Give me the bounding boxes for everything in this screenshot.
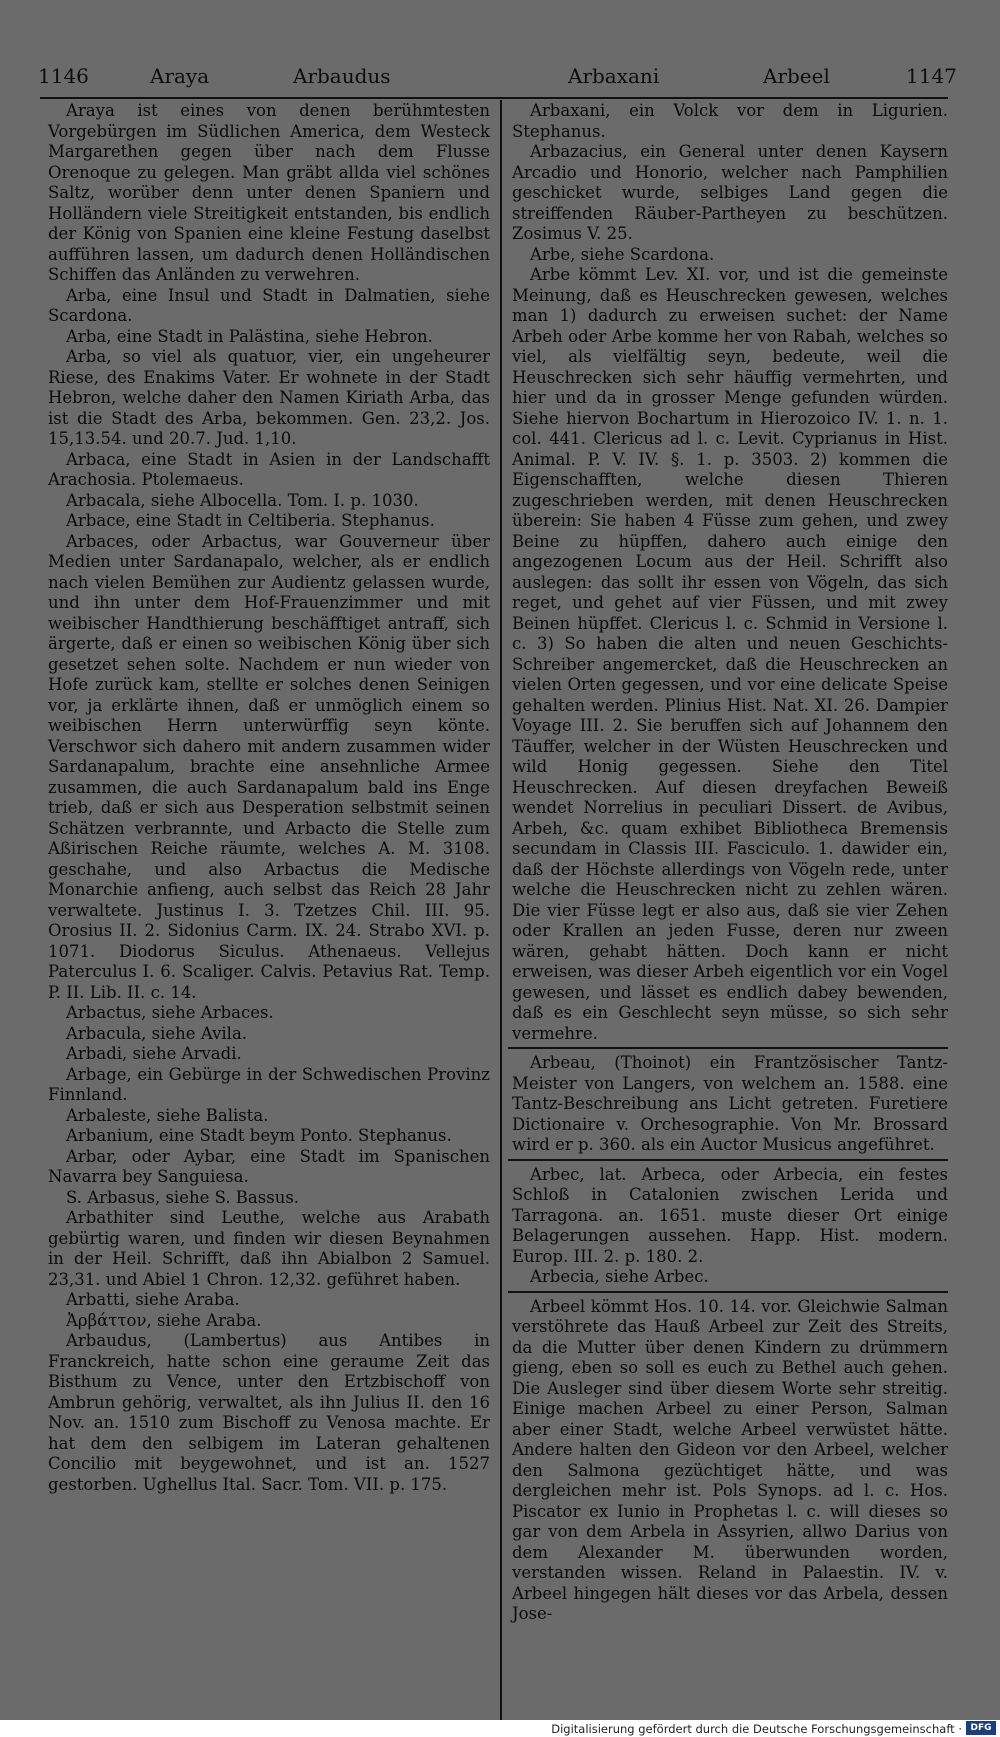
entry-arba-riese: Arba, so viel als quatuor, vier, ein ungeheurer Riese, des Enakims Vater. Er wohnete in der Stadt Hebron, welche daher den Namen Kiriath Arba, das ist die Stadt des Arba, bekommen. Gen. 23,2. Jos. 15,13.54. und 20.7. Jud. 1,10. [48, 347, 490, 448]
running-header [38, 58, 957, 96]
entry-arbatton-greek: Ἀρβάττον, siehe Araba. [66, 1310, 262, 1330]
entry-arbanium: Arbanium, eine Stadt beym Ponto. Stephanus. [66, 1126, 452, 1145]
entry-arbazacius: Arbazacius, ein General unter denen Kaysern Arcadio und Honorio, welcher nach Pamphilien geschicket wurde, selbiges Land gegen die streiffenden Räuber-Partheyen zu beschützen. Zosimus V. 25. [512, 142, 948, 243]
entry-arbadi: Arbadi, siehe Arvadi. [66, 1044, 242, 1063]
entry-arbathiter: Arbathiter sind Leuthe, welche aus Arabath gebürtig waren, und finden wir diesen Beynahmen in der Heil. Schrifft, daß ihn Abialbon 2 Samuel. 23,31. und Abiel 1 Chron. 12,32. geführet haben. [48, 1208, 490, 1289]
footer-bar [0, 1720, 1000, 1737]
column-divider [500, 100, 502, 1720]
entry-arbactus: Arbactus, siehe Arbaces. [66, 1003, 274, 1022]
right-column [512, 101, 948, 1625]
entry-arbeel: Arbeel kömmt Hos. 10. 14. vor. Gleichwie Salman verstöhrete das Hauß Arbeel zur Zeit des Streits, da die Mutter über denen Kindern zu drümmern gieng, eben so soll es euch zu Bethel auch gehen. Die Ausleger sind über diesem Worte sehr streitig. Einige machen Arbeel zu einer Person, Salman aber einer Stadt, welche Arbeel verwüstet hätte. Andere halten den Gideon vor den Arbeel, welcher den Salmona gezüchtiget hätte, und was dergleichen mehr ist. Pols Synops. ad l. c. Hos. Piscator ex Iunio in Prophetas l. c. will dieses so gar von dem Arbela in Assyrien, allwo Darius von dem Alexander M. überwunden worden, verstanden wissen. Reland in Palaestin. IV. v. Arbeel hingegen hält dieses vor das Arbela, dessen Jose- [512, 1296, 948, 1623]
guide-word-left-1: Araya [150, 64, 210, 88]
funding-credit: Digitalisierung gefördert durch die Deutsche Forschungsgemeinschaft · [551, 1722, 962, 1736]
entry-arbe-lev: Arbe kömmt Lev. XI. vor, und ist die gemeinste Meinung, daß es Heuschrecken gewesen, welches man 1) dadurch zu erweisen suchet: der Name Arbeh oder Arbe komme her von Rabah, welches so viel, als vielfältig seyn, bedeute, weil die Heuschrecken sich sehr häuffig vermehrten, und hier und da in grosser Menge gefunden würden. Siehe hiervon Bochartum in Hierozoico IV. 1. n. 1. col. 441. Clericus ad l. c. Levit. Cyprianus in Hist. Animal. P. V. IV. §. 1. p. 3503. 2) kommen die Eigenschafften, welche diesen Thieren zugeschrieben werden, mit denen Heuschrecken überein: Sie haben 4 Füsse zum gehen, und zwey Beine zu hüpffen, dahero auch einige den angezogenen Locum aus der Heil. Schrifft also auslegen: das sollt ihr essen von Vögeln, das sich reget, und gehet auf vier Füssen, und mit zwey Beinen hüpffet. Clericus l. c. Schmid in Versione l. c. 3) So haben die alten und neuen Geschichts-Schreiber angemercket, daß die Heuschrecken an vielen Orten gegessen, und vor eine delicate Speise gehalten werden. Plinius Hist. Nat. XI. 26. Dampier Voyage III. 2. Sie beruffen sich auf Johannem den Täuffer, welcher in der Wüsten Heuschrecken und wild Honig gegessen. Siehe den Titel Heuschrecken. Auf diesen dreyfachen Beweiß wendet Norrelius in peculiari Dissert. de Avibus, Arbeh, &c. quam exhibet Bibliotheca Bremensis secundam in Classis III. Fasciculo. 1. dawider ein, daß der Höchste allerdings von Vögeln rede, unter welche die Heuschrecken nicht zu zehlen wären. Die vier Füsse legt er also aus, daß sie vier Zehen oder Krallen an jeden Fusse, deren nur zween wären, gehabt hätten. Doch kann er nicht erweisen, was dieser Arbeh eigentlich vor ein Vogel gewesen, und lässet es endlich dabey bewenden, daß es ein Geschlecht seyn müsse, so sich sehr vermehre. [512, 265, 948, 1043]
entry-araya: Araya ist eines von denen berühmtesten Vorgebürgen im Südlichen America, dem Westeck Margarethen gegen über nach dem Flusse Orenoque zu gelegen. Man gräbt allda viel schönes Saltz, worüber denn unter denen Spaniern und Holländern viele Streitigkeit entstanden, bis endlich der König von Spanien eine kleine Festung daselbst aufführen lassen, um dadurch denen Holländischen Schiffen das Anländen zu verwehren. [48, 101, 490, 284]
entry-arbec: Arbec, lat. Arbeca, oder Arbecia, ein festes Schloß in Catalonien zwischen Lerida und Tarragona. an. 1651. muste dieser Ort einige Belagerungen aussehen. Happ. Hist. modern. Europ. III. 2. p. 180. 2. [512, 1164, 948, 1266]
entry-separator-rule [508, 1159, 948, 1161]
entry-separator-rule [508, 1291, 948, 1293]
entry-separator-rule [508, 1047, 948, 1049]
page-number-left: 1146 [38, 64, 89, 88]
entry-arbace: Arbace, eine Stadt in Celtiberia. Stephanus. [66, 511, 435, 530]
entry-arba-insul: Arba, eine Insul und Stadt in Dalmatien, siehe Scardona. [48, 285, 490, 325]
entry-arbage: Arbage, ein Gebürge in der Schwedischen Provinz Finnland. [48, 1064, 490, 1104]
entry-arba-stadt: Arba, eine Stadt in Palästina, siehe Hebron. [66, 326, 433, 346]
entry-arbacula: Arbacula, siehe Avila. [66, 1023, 248, 1043]
entry-arbaudus: Arbaudus, (Lambertus) aus Antibes in Franckreich, hatte schon eine geraume Zeit das Bisthum zu Vence, unter den Ertzbischoff von Ambrun gehörig, verwaltet, als ihn Julius II. den 16 Nov. an. 1510 zum Bischoff zu Venosa machte. Er hat dem den selbigem im Lateran gehaltenen Concilio mit beygewohnet, und ist an. 1527 gestorben. Ughellus Ital. Sacr. Tom. VII. p. 175. [48, 1331, 490, 1494]
entry-arbecia: Arbecia, siehe Arbec. [530, 1267, 709, 1286]
dfg-logo: DFG [966, 1721, 996, 1735]
guide-word-right-1: Arbaxani [568, 64, 660, 88]
entry-arbe: Arbe, siehe Scardona. [530, 244, 715, 264]
entry-arbatti: Arbatti, siehe Araba. [66, 1290, 240, 1309]
entry-arbaces: Arbaces, oder Arbactus, war Gouverneur über Medien unter Sardanapalo, welcher, als er endlich nach vielen Bemühen zur Audientz gelassen wurde, und ihn unter dem Hof-Frauenzimmer und mit weibischer Handthierung beschäfftiget antraff, sich ärgerte, daß er einen so weibischen König über sich gesetzet sehen solte. Nachdem er nun wieder von Hofe zurück kam, stellte er solches denen Seinigen vor, ja erklärte ihnen, daß er unmöglich einem so weibischen Herrn unterwürffig seyn könte. Verschwor sich dahero mit andern zusammen wider Sardanapalum, brachte eine ansehnliche Armee zusammen, die auch Sardanapalum bald ins Enge trieb, daß er sich aus Desperation selbstmit seinen Schätzen verbrannte, und Arbacto die Stelle zum Aßirischen Reiche räumte, welches A. M. 3108. geschahe, und also Arbactus die Medische Monarchie anfieng, auch selbst das Reich 28 Jahr verwaltete. Justinus I. 3. Tzetzes Chil. III. 95. Orosius II. 2. Sidonius Carm. IX. 24. Strabo XVI. p. 1071. Diodorus Siculus. Athenaeus. Vellejus Paterculus I. 6. Scaliger. Calvis. Petavius Rat. Temp. P. II. Lib. II. c. 14. [48, 531, 490, 1002]
guide-word-right-2: Arbeel [763, 64, 830, 88]
entry-arbacala: Arbacala, siehe Albocella. Tom. I. p. 1030. [66, 490, 419, 510]
guide-word-left-2: Arbaudus [293, 64, 391, 88]
entry-arbasus: S. Arbasus, siehe S. Bassus. [66, 1187, 300, 1207]
entry-arbar: Arbar, oder Aybar, eine Stadt im Spanischen Navarra bey Sanguiesa. [48, 1146, 490, 1186]
entry-arbaca: Arbaca, eine Stadt in Asien in der Landschafft Arachosia. Ptolemaeus. [48, 449, 490, 489]
left-column [48, 101, 490, 1495]
entry-arbaleste: Arbaleste, siehe Balista. [66, 1105, 269, 1125]
page-number-right: 1147 [906, 64, 957, 88]
entry-arbaxani: Arbaxani, ein Volck vor dem in Ligurien. Stephanus. [512, 101, 948, 141]
entry-arbeau: Arbeau, (Thoinot) ein Frantzösischer Tantz-Meister von Langers, von welchem an. 1588. eine Tantz-Beschreibung ans Licht getreten. Furetiere Dictionaire v. Orchesographie. Von Mr. Brossard wird er p. 360. als ein Auctor Musicus angeführet. [512, 1053, 948, 1154]
header-rule [40, 97, 948, 99]
